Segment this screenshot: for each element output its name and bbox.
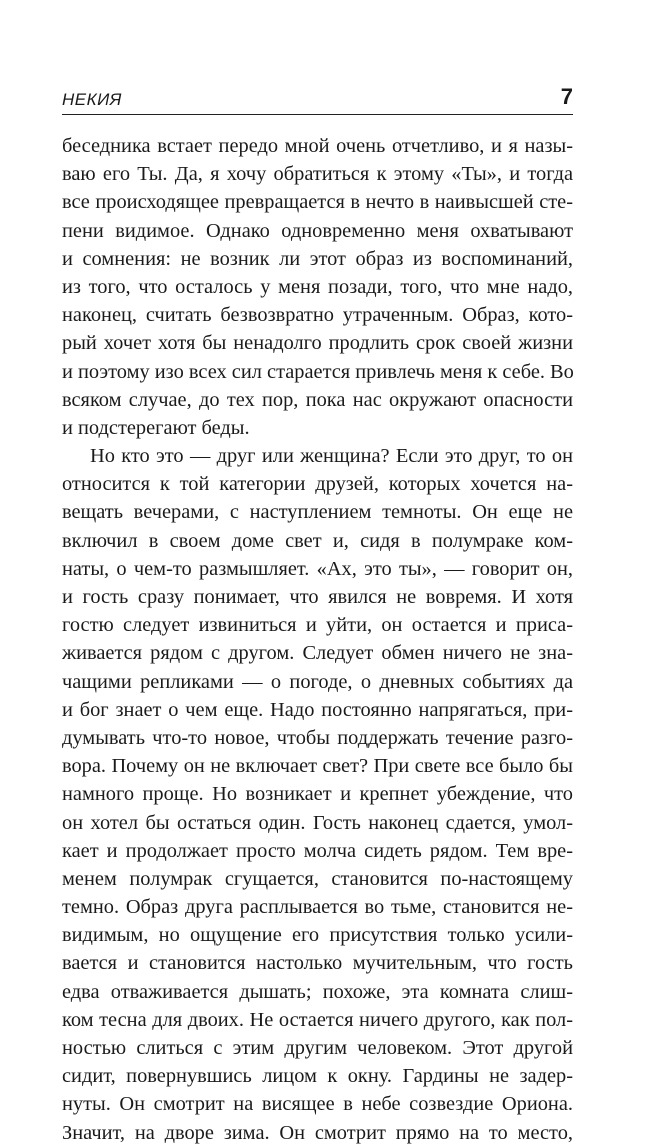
text-line: и гость сразу понимает, что явился не вовремя. И хотя (62, 586, 573, 608)
text-line: относится к той категории друзей, которых хочется на- (62, 473, 573, 496)
text-line: нуты. Он смотрит на висящее в небе созвездие Ориона. (62, 1093, 573, 1116)
text-line: пени видимое. Однако одновременно меня охватывают (62, 219, 573, 242)
text-line: из того, что осталось у меня позади, того, что мне надо, (62, 275, 573, 298)
text-line: кает и продолжает просто молча сидеть рядом. Тем вре- (62, 839, 573, 862)
text-line: вается и становится настолько мучительным, что гость (62, 952, 573, 975)
text-line: ком тесна для двоих. Не остается ничего другого, как пол- (62, 1008, 573, 1031)
text-line: сидит, повернувшись лицом к окну. Гардины не задер- (62, 1065, 573, 1088)
running-header (62, 84, 573, 115)
text-line: ностью слиться с этим другим человеком. Этот другой (62, 1037, 573, 1059)
text-line: беседника встает передо мной очень отчетливо, и я назы- (62, 135, 573, 157)
text-line: вора. Почему он не включает свет? При свете все было бы (62, 755, 573, 778)
text-line: рый хочет хотя бы ненадолго продлить срок своей жизни (62, 332, 573, 355)
text-line: и подстерегают беды. (62, 416, 250, 439)
running-head-title: НЕКИЯ (62, 90, 122, 109)
text-line: он хотел бы остаться один. Гость наконец сдается, умол- (62, 811, 573, 834)
paragraph (62, 132, 573, 442)
text-line: включил в своем доме свет и, сидя в полумраке ком- (62, 529, 573, 552)
text-line: Значит, на дворе зима. Он смотрит прямо на то место, (62, 1121, 573, 1144)
text-line: намного проще. Но возникает и крепнет убеждение, что (62, 783, 573, 806)
text-line: менем полумрак сгущается, становится по-настоящему (62, 867, 573, 890)
text-line: едва отваживается дышать; похоже, эта комната слиш- (62, 980, 573, 1003)
text-line: думывать что-то новое, чтобы поддержать течение разго- (62, 726, 573, 749)
text-line: и поэтому изо всех сил старается привлечь меня к себе. Во (62, 360, 574, 383)
text-line: темно. Образ друга расплывается во тьме, становится не- (62, 896, 573, 919)
paragraph (62, 442, 573, 1147)
text-line: вещать вечерами, с наступлением темноты. Он еще не (62, 501, 573, 524)
text-line: живается рядом с другом. Следует обмен ничего не зна- (62, 642, 573, 665)
text-line: видимым, но ощущение его присутствия только усили- (62, 924, 573, 947)
text-line: наконец, считать безвозвратно утраченным. Образ, кото- (62, 304, 573, 327)
text-line: гостю следует извиниться и уйти, он остается и приса- (62, 614, 573, 637)
text-line: Но кто это — друг или женщина? Если это друг, то он (90, 445, 573, 468)
text-line: и бог знает о чем еще. Надо постоянно напрягаться, при- (62, 698, 573, 721)
body-text (62, 132, 573, 1147)
text-line: наты, о чем-то размышляет. «Ах, это ты», — говорит он, (62, 557, 573, 580)
text-line: всяком случае, до тех пор, пока нас окружают опасности (62, 388, 573, 411)
text-line: и сомнения: не возник ли этот образ из воспоминаний, (62, 247, 573, 270)
text-line: все происходящее превращается в нечто в наивысшей сте- (62, 191, 573, 214)
text-line: чащими репликами — о погоде, о дневных событиях да (62, 670, 573, 693)
page-number: 7 (560, 84, 573, 109)
text-line: ваю его Ты. Да, я хочу обратиться к этому «Ты», и тогда (62, 163, 573, 186)
